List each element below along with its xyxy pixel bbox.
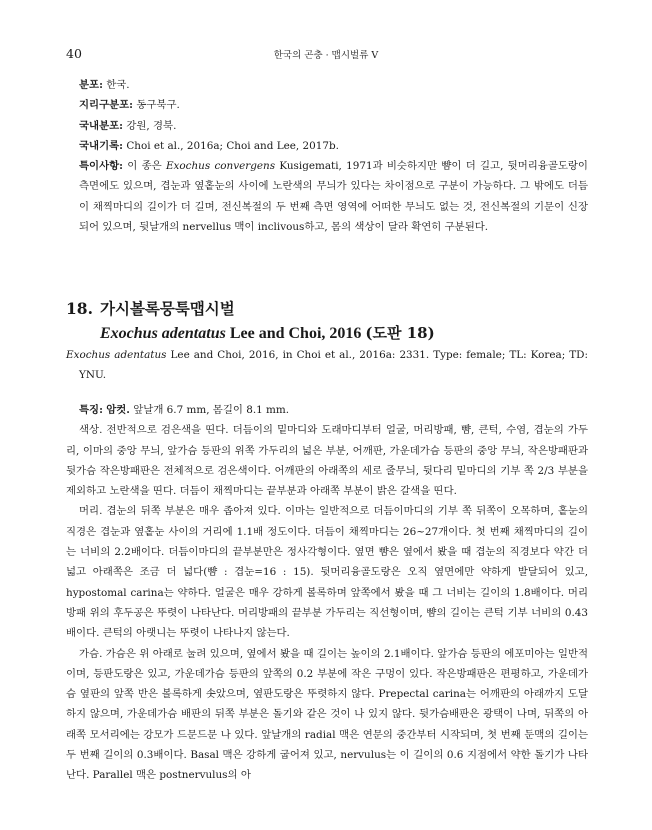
section-korean-name: 가시볼록뭉툭맵시벌 bbox=[100, 299, 235, 318]
remarks-paragraph bbox=[66, 156, 588, 237]
head-text-2: 첫 번째 채찍마디의 길이는 너비의 2.2배이다. 더듬이마디의 끝부분만은 정사각형이다. 옆면 뺨은 옆에서 봤을 때 겹눈의 직경보다 약간 더 넓고 아래쪽은 조금 더 넓다(뺨 : 겹눈=16 : 15). 뒷머리융골도랑은 오직 옆면에만 약하게 발달되어 있고, hypostomal carina는 약하다. 얼굴은 매우 강하게 볼록하며 앞쪽에서 봤을 때 그 너비는 길이의 1.8배이다. 머리방패 위의 후두공은 뚜렷이 나타난다. 머리방패의 끝부분 가두리는 직선형이며, 뺨의 길이는 큰턱 기부 너비의 0.43배이다. 큰턱의 아랫니는 뚜렷이 나타나지 않는다. bbox=[66, 525, 588, 640]
remarks-text-1: 이 종은 bbox=[127, 160, 162, 173]
running-header: 한국의 곤충 · 맵시벌류 V bbox=[273, 50, 379, 61]
features-sex: 암컷. bbox=[106, 404, 130, 416]
features-text: 앞날개 6.7 mm, 몸길이 8.1 mm. bbox=[133, 404, 290, 416]
head-paragraph bbox=[66, 501, 588, 643]
zoogeography-value: 동구북구. bbox=[136, 99, 180, 112]
domestic-record-label: 국내기록: bbox=[79, 139, 123, 152]
section-heading-line bbox=[66, 297, 435, 321]
domestic-distribution-label: 국내분포: bbox=[79, 119, 123, 132]
citation-text: Lee and Choi, 2016, in Choi et al., 2016a: 2331. Type: female; TL: Korea; TD: YNU. bbox=[79, 349, 588, 382]
features-paragraph bbox=[66, 400, 588, 420]
domestic-record-value: Choi et al., 2016a; Choi and Lee, 2017b. bbox=[126, 139, 339, 152]
previous-species-block bbox=[66, 75, 588, 237]
thorax-paragraph: 가슴. 가슴은 위 아래로 눌려 있으며, 옆에서 봤을 때 길이는 높이의 2.1배이다. 앞가슴 등판의 에포미아는 일반적이며, 등판도랑은 있고, 가운데가슴 등판의 앞쪽의 0.2 부분에 작은 구멍이 있다. 작은방패판은 편평하고, 가운데가슴 옆판의 앞쪽 반은 볼록하게 솟았으며, 옆판도랑은 뚜렷하지 않다. Prepectal carina는 어깨판의 아래까지 도달하지 않으며, 가운데가슴 배판의 뒤쪽 부분은 돌기와 같은 것이 나 있지 않다. 뒷가슴배판은 광택이 나며, 뒤쪽의 아래쪽 모서리에는 강모가 드문드문 나 있다. 앞날개의 radial 맥은 연문의 중간부터 시작되며, 첫 번째 둔맥의 길이는 두 번째 길이의 0.3배이다. Basal 맥은 강하게 굽어져 있고, nervulus는 이 길이의 0.6 지점에서 약한 돌기가 나타난다. Parallel 맥은 postnervulus의 아 bbox=[66, 647, 588, 782]
description-block bbox=[66, 400, 588, 786]
section-number: 18. bbox=[66, 299, 93, 318]
distribution-field bbox=[66, 75, 588, 95]
domestic-distribution-value: 강원, 경북. bbox=[126, 119, 177, 132]
citation-block bbox=[66, 345, 588, 386]
domestic-record-field bbox=[66, 136, 588, 156]
features-label: 특징: bbox=[79, 404, 103, 416]
domestic-distribution-field bbox=[66, 116, 588, 136]
distribution-label: 분포: bbox=[79, 79, 103, 91]
distribution-value: 한국. bbox=[106, 79, 130, 91]
citation-paragraph bbox=[66, 345, 588, 386]
section-authority: Lee and Choi, 2016 bbox=[229, 325, 362, 342]
section-title bbox=[66, 297, 435, 346]
zoogeography-field bbox=[66, 95, 588, 115]
remarks-text-2: Kusigemati, 1971과 비슷하지만 뺨이 더 길고, 뒷머리융골도랑이 측면에도 있으며, 겹눈과 옆홑눈의 사이에 노란색의 무늬가 있다는 차이점으로 구분이 가능하다. 그 밖에도 더듬이 채찍마디의 길이가 더 길며, 전신복절의 두 번째 측면 영역에 어떠한 무늬도 없는 것, 전신복절의 기문이 신장되어 있으며, 뒷날개의 nervellus 맥이 inclivous하고, 몸의 색상이 달라 확연히 구분된다. bbox=[79, 160, 588, 234]
zoogeography-label: 지리구분포: bbox=[79, 99, 134, 112]
remarks-species: Exochus convergens bbox=[165, 160, 276, 173]
citation-species: Exochus adentatus bbox=[66, 349, 167, 361]
color-paragraph: 색상. 전반적으로 검은색을 띤다. 더듬이의 밑마디와 도래마디부터 얼굴, 머리방패, 뺨, 큰턱, 수염, 겹눈의 가두리, 이마의 중앙 무늬, 앞가슴 등판의 위쪽 가두리의 넓은 부분, 어깨판, 가운데가슴 등판의 중앙 무늬, 작은방패판과 뒷가슴 작은방패판은 전체적으로 검은색이다. 어깨판의 아래쪽의 세로 줄무늬, 뒷다리 밑마디의 기부 쪽 2/3 부분을 제외하고 노란색을 띤다. 더듬이 채찍마디는 끝부분과 아래쪽 부분이 밝은 갈색을 띤다. bbox=[66, 424, 588, 498]
section-species-name: Exochus adentatus bbox=[100, 325, 226, 342]
page-number: 40 bbox=[66, 46, 82, 61]
section-plate: (도판 18) bbox=[365, 324, 435, 342]
remarks-label: 특이사항: bbox=[79, 160, 123, 173]
section-species-line bbox=[66, 321, 435, 346]
head-text-1: 머리. 겹눈의 뒤쪽 부분은 매우 좁아져 있다. 이마는 일반적으로 더듬이마디의 기부 쪽 뒤쪽이 오목하며, 홑눈의 직경은 겹눈과 옆홑눈 사이의 거리에 1.1배 정도이다. 더듬이 채찍마디는 26~27개이다. bbox=[66, 505, 588, 538]
